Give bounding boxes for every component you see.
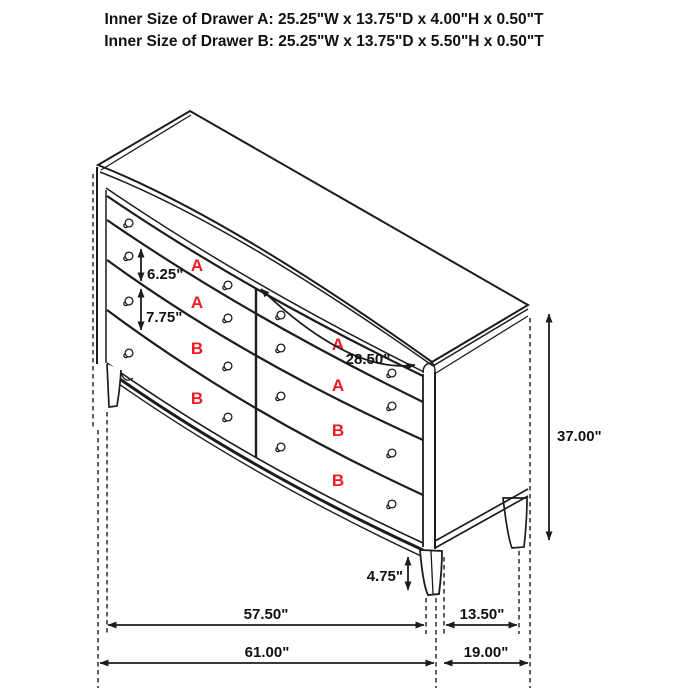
back-right-leg xyxy=(503,498,527,548)
knob xyxy=(276,344,285,353)
dimension-label: 19.00" xyxy=(463,644,509,661)
knob xyxy=(124,252,133,261)
knob xyxy=(276,443,285,452)
dimension-side-leg-span xyxy=(446,606,517,625)
dimension-overall-depth xyxy=(444,644,528,663)
dimension-front-leg-span xyxy=(108,606,424,625)
figure-title xyxy=(104,11,544,50)
front-left-leg xyxy=(107,364,121,407)
dimension-label: 57.50" xyxy=(243,606,289,623)
dimension-annotations xyxy=(100,249,602,663)
dimension-leg-height xyxy=(367,557,408,590)
knob xyxy=(387,369,396,378)
knob xyxy=(124,349,133,358)
dimension-drawer-a-height xyxy=(141,249,183,283)
drawer-label: A xyxy=(190,293,204,312)
dimension-overall-width xyxy=(100,644,434,663)
knob xyxy=(387,449,396,458)
knob xyxy=(223,281,232,290)
dimension-label: 37.00" xyxy=(557,428,602,445)
bottom-rail-top-curve xyxy=(107,363,423,543)
knob xyxy=(223,362,232,371)
dimension-label: 6.25" xyxy=(147,266,184,283)
corner-post-cap xyxy=(423,363,435,373)
dresser-drawing xyxy=(93,111,528,595)
dimension-label: 28.50" xyxy=(345,351,391,368)
dimension-drawer-b-height xyxy=(141,289,182,330)
drawer-label: A xyxy=(331,335,345,354)
knob xyxy=(387,402,396,411)
dimension-label: 4.75" xyxy=(366,568,403,585)
dimension-label: 7.75" xyxy=(146,309,183,326)
title-drawer-a: Inner Size of Drawer A: 25.25"W x 13.75"D x 4.00"H x 0.50"T xyxy=(104,11,544,28)
drawer-label: A xyxy=(331,376,345,395)
knob xyxy=(276,392,285,401)
dimension-label: 61.00" xyxy=(244,644,290,661)
drawer-label: B xyxy=(331,471,345,490)
drawer-label: A xyxy=(190,256,204,275)
knob xyxy=(223,314,232,323)
drawer-label: B xyxy=(331,421,345,440)
dimension-overall-height xyxy=(549,314,602,540)
knob xyxy=(276,311,285,320)
knob xyxy=(223,413,232,422)
title-drawer-b: Inner Size of Drawer B: 25.25"W x 13.75"D x 5.50"H x 0.50"T xyxy=(104,33,544,50)
knob xyxy=(387,500,396,509)
dimension-label: 13.50" xyxy=(459,606,505,623)
bottom-rail-thick-curve xyxy=(107,370,423,550)
knob xyxy=(124,219,133,228)
knob xyxy=(124,297,133,306)
drawer-label: B xyxy=(190,339,204,358)
drawer-label: B xyxy=(190,389,204,408)
